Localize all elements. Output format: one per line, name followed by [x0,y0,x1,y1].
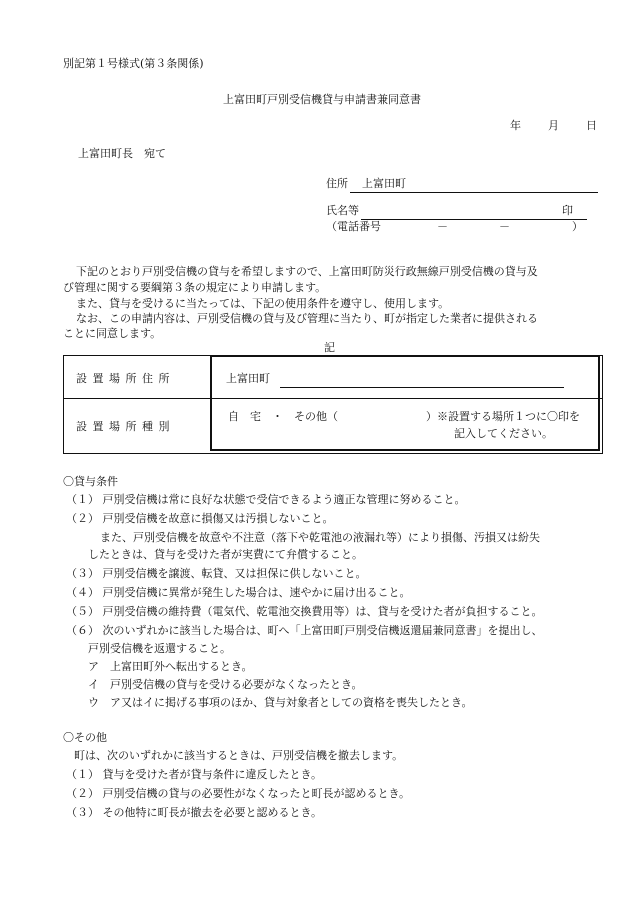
condition-item: （４） 戸別受信機に異常が発生した場合は、速やかに届け出ること。 [66,586,411,599]
phone-close: ） [572,220,583,233]
row-location-type-label: 設 置 場 所 種 別 [76,420,171,433]
location-type-options[interactable]: 自 宅 ・ その他（ [228,410,338,423]
condition-item: 戸別受信機を返還すること。 [88,642,231,655]
table-row-divider [63,398,602,399]
addressee: 上富田町長 宛て [78,147,166,160]
body-line-3: また、貸与を受けるに当たっては、下記の使用条件を遵守し、使用します。 [76,297,450,310]
address-field[interactable] [350,176,598,193]
condition-item: （１） 戸別受信機は常に良好な状態で受信できるよう適正な管理に努めること。 [66,493,466,506]
condition-subitem: ア 上富田町外へ転出するとき。 [88,660,253,673]
other-item: （３） その他特に町長が撤去を必要と認めるとき。 [66,806,323,819]
row-location-address-label: 設 置 場 所 住 所 [76,372,171,385]
seal-mark: 印 [562,204,573,217]
condition-item: したときは、貸与を受けた者が実費にて弁償すること。 [88,548,363,561]
condition-item: （５） 戸別受信機の維持費（電気代、乾電池交換費用等）は、貸与を受けた者が負担すること。 [66,605,543,618]
address-label: 住所 [326,177,348,190]
condition-item: （３） 戸別受信機を譲渡、転貸、又は担保に供しないこと。 [66,567,367,580]
form-label: 別記第１号様式(第３条関係) [63,57,204,70]
condition-subitem: イ 戸別受信機の貸与を受ける必要がなくなったとき。 [88,678,363,691]
condition-item: （６） 次のいずれかに該当した場合は、町へ「上富田町戸別受信機返還届兼同意書」を提出し、 [66,624,543,637]
other-heading: 〇その他 [63,731,107,744]
condition-subitem: ウ ア又はイに掲げる事項のほか、貸与対象者としての資格を喪失したとき。 [88,696,473,709]
date-day: 日 [586,119,597,132]
location-type-note-1: ）※設置する場所１つに〇印を [426,410,580,423]
ki-mark: 記 [324,341,335,354]
condition-item: （２） 戸別受信機を故意に損傷又は汚損しないこと。 [66,512,334,525]
date-month: 月 [548,119,559,132]
conditions-heading: 〇貸与条件 [63,475,118,488]
phone-dash-1: － [437,220,448,233]
address-value: 上富田町 [362,177,406,190]
document-title: 上富田町戸別受信機貸与申請書兼同意書 [223,93,421,106]
body-line-5: ことに同意します。 [63,327,162,340]
phone-dash-2: － [499,220,510,233]
other-item: （２） 戸別受信機の貸与の必要性がなくなったと町長が認めるとき。 [66,787,411,800]
location-address-field[interactable] [280,371,564,388]
location-type-note-2: 記入してください。 [454,427,553,440]
row-location-address-prefix: 上富田町 [226,372,270,385]
date-year: 年 [510,119,521,132]
name-label: 氏名等 [326,204,359,217]
body-line-2: び管理に関する要綱第３条の規定により申請します。 [63,281,327,294]
name-field[interactable] [361,203,587,220]
condition-item: また、戸別受信機を故意や不注意（落下や乾電池の液漏れ等）により損傷、汚損又は紛失 [100,531,540,544]
other-item: 町は、次のいずれかに該当するときは、戸別受信機を撤去します。 [74,749,404,762]
body-line-1: 下記のとおり戸別受信機の貸与を希望しますので、上富田町防災行政無線戸別受信機の貸与及 [76,265,538,278]
other-item: （１） 貸与を受けた者が貸与条件に違反したとき。 [66,768,323,781]
phone-label: （電話番号 [326,220,381,233]
body-line-4: なお、この申請内容は、戸別受信機の貸与及び管理に当たり、町が指定した業者に提供される [76,312,538,325]
